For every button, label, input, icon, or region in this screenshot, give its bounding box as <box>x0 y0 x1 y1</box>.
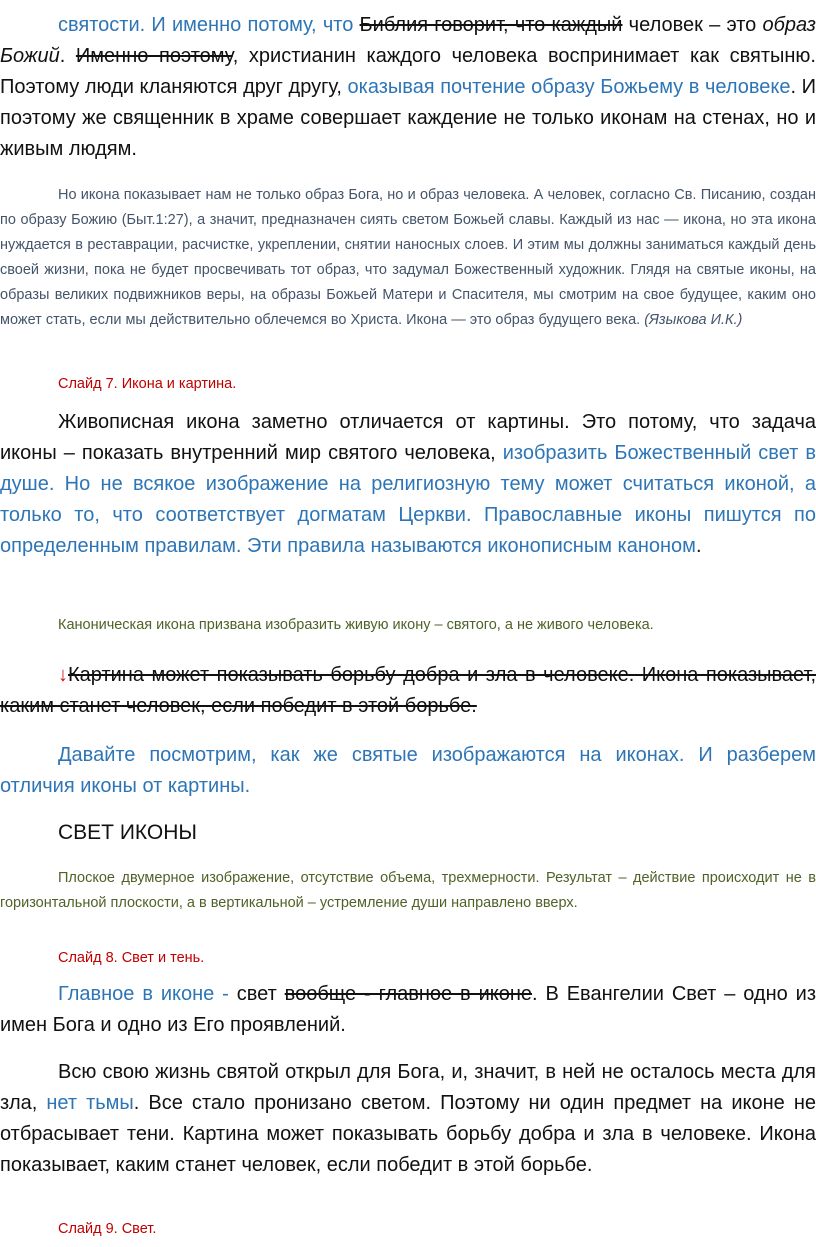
paragraph-icon-vs-painting: Живописная икона заметно отличается от картины. Это потому, что задача иконы – показать внутренний мир святого человека, изобразить Божественный свет в душе. Но не всякое изображение на религиозную тему может считаться иконой, а только то, что соответствует догматам Церкви. Православные иконы пишутся по определенным правилам. Эти правила называются иконописным каноном. <box>0 411 816 557</box>
paragraph-lets-look: Давайте посмотрим, как же святые изображаются на иконах. И разберем отличия иконы от картины. <box>0 744 816 797</box>
slide-9-label: Слайд 9. Свет. <box>58 1221 157 1237</box>
paragraph-main-light: Главное в иконе - свет вообще - главное в иконе. В Евангелии Свет – одно из имен Бога и одно из Его проявлений. <box>0 983 816 1036</box>
slide-7-label: Слайд 7. Икона и картина. <box>58 376 237 392</box>
paragraph-image-of-god: святости. И именно потому, что Библия говорит, что каждый человек – это образ Божий. Именно поэтому, христианин каждого человека воспринимает как святыню. Поэтому люди кланяются друг другу, оказывая почтение образу Божьему в человеке. И поэтому же священник в храме совершает каждение не только иконам на стенах, но и живым людям. <box>0 14 816 160</box>
slide-8-label: Слайд 8. Свет и тень. <box>58 950 205 966</box>
arrow-down-icon: ↓ <box>58 664 68 686</box>
flat-image-note: Плоское двумерное изображение, отсутствие объема, трехмерности. Результат – действие происходит не в горизонтальной плоскости, а в вертикальной – устремление души направлено вверх. <box>0 870 816 911</box>
quote-author: (Языкова И.К.) <box>644 312 743 328</box>
paragraph-struck-painting: ↓Картина может показывать борьбу добра и зла в человеке. Икона показывает, каким станет человек, если победит в этой борьбе. <box>0 664 816 717</box>
canon-note: Каноническая икона призвана изобразить живую икону – святого, а не живого человека. <box>58 617 654 633</box>
paragraph-no-shadow: Всю свою жизнь святой открыл для Бога, и, значит, в ней не осталось места для зла, нет тьмы. Все стало пронизано светом. Поэтому ни один предмет на иконе не отбрасывает тени. Картина может показывать борьбу добра и зла в человеке. Икона показывает, каким станет человек, если победит в этой борьбе. <box>0 1061 816 1176</box>
section-heading: СВЕТ ИКОНЫ <box>58 821 198 844</box>
quote-yazykova: Но икона показывает нам не только образ Бога, но и образ человека. А человек, согласно Св. Писанию, создан по образу Божию (Быт.1:27), а значит, предназначен сиять светом Божьей славы. Каждый из нас — икона, но эта икона нуждается в реставрации, расчистке, укреплении, снятии наносных слоев. И этим мы должны заниматься каждый день своей жизни, пока не будет просвечивать тот образ, что задумал Божественный художник. Глядя на святые иконы, на образы великих подвижников веры, на образы Божьей Матери и Спасителя, мы смотрим на свое будущее, каким оно может стать, если мы действительно облечемся во Христа. Икона — это образ будущего века. (Языкова И.К.) <box>0 187 816 328</box>
